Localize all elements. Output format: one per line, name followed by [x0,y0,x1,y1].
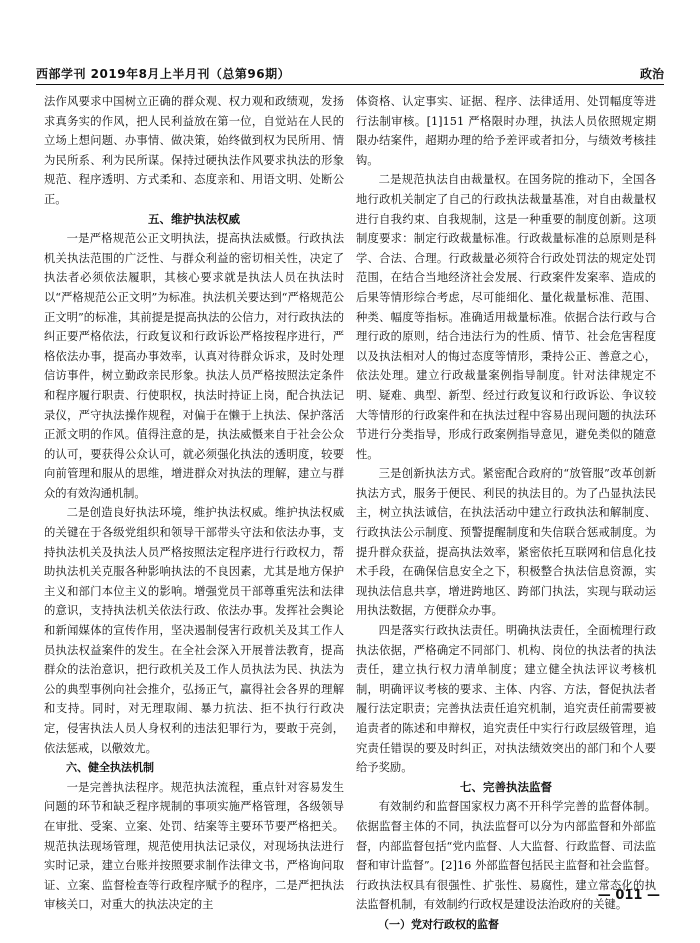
paragraph: 体资格、认定事实、证据、程序、法律适用、处罚幅度等进行法制审核。[1]151 严格限时办理，执法人员依照规定期限办结案件，超期办理的给予差评或者扣分，与绩效考核挂钩。 [356,95,656,167]
paragraph: 二是创造良好执法环境，维护执法权威。维护执法权威的关键在于各级党组织和领导干部带头守法和依法办事，支持执法机关及执法人员严格按照法定程序进行行政权力，帮助执法机关克服各种影响执法的不良因素，尤其是地方保护主义和部门本位主义的影响。增强党员干部尊重宪法和法律的意识，支持执法机关依法行政、依法办事。发挥社会舆论和新闻媒体的宣传作用，坚决遏制侵害行政机关及其工作人员执法权益案件的发生。在全社会深入开展普法教育，提高群众的法治意识，把行政机关及工作人员执法为民、执法为公的典型事例向社会推介，弘扬正气，赢得社会各界的理解和支持。同时，对无理取闹、暴力抗法、拒不执行行政决定，侵害执法人员人身权利的违法犯罪行为，要敢于亮剑，依法惩戒，以儆效尤。 [44,506,344,755]
section-heading: 七、完善执法监督 [460,779,552,794]
paragraph: 一是严格规范公正文明执法，提高执法威慑。行政执法机关执法范围的广泛性、与群众利益的密切相关性，决定了执法者必须依法履职，其核心要求就是执法人员在执法时以“严格规范公正文明”为标准。执法机关要达到“严格规范公正文明”的标准，其前提是提高执法的公信力，对行政执法的纠正要严格依法，行政复议和行政诉讼严格按程序进行，严格依法办事，提高办事效率，认真对待群众诉求，及时处理信访事件，树立勤政亲民形象。执法人员严格按照法定条件和程序履行职责、行使职权，执法时持证上岗，配合执法记录仪，严守执法操作规程，对偏于在懒于上执法、保护落活正派文明的作风。值得注意的是，执法威慑来自于社会公众的认可，要获得公众认可，就必须强化执法的透明度，较要向前管理和服从的思维，增进群众对执法的理解，建立与群众的有效沟通机制。 [44,232,344,500]
paragraph: 有效制约和监督国家权力离不开科学完善的监督体制。依据监督主体的不同，执法监督可以分为内部监督和外部监督，内部监督包括“党内监督、人大监督、行政监督、司法监督和审计监督”。[2]16 外部监督包括民主监督和社会监督。行政执法权具有很强性、扩张性、易腐性，建立常态化的执法监督机制，有效制约行政权是建设法治政府的关键。 [356,800,656,912]
section-label: 政治 [639,67,664,81]
section-heading: 五、维护执法权威 [148,211,240,226]
section-heading: （一）党对行政权的监督 [378,917,499,931]
journal-title: 西部学刊 2019年8月上半月刊（总第96期） [36,67,291,81]
paragraph: 二是规范执法自由裁量权。在国务院的推动下，全国各地行政机关制定了自己的行政执法裁量基准，对自由裁量权进行自我约束、自我规制，这是一种重要的制度创新。这项制度要求：制定行政裁量标准。行政裁量标准的总原则是科学、合法、合理。行政裁量必须符合行政处罚法的规定处罚范围，在结合当地经济社会发展、行政案件发案率、造成的后果等情形综合考虑，尽可能细化、量化裁量标准、范围、种类、幅度等指标。准确适用裁量标准。依据合法行政与合理行政的原则，结合违法行为的性质、情节、社会危害程度以及执法相对人的悔过态度等情形，秉持公正、善意之心，依法处理。建立行政裁量案例指导制度。针对法律规定不明、疑难、典型、新型、经过行政复议和行政诉讼、争议较大等情形的行政案件和在执法过程中容易出现问题的执法环节进行分类指导，形成行政案例指导意见，避免类似的随意性。 [356,173,656,461]
paragraph: 三是创新执法方式。紧密配合政府的“放管服”改革创新执法方式，服务于便民、利民的执法目的。为了凸显执法民主，树立执法诚信，在执法活动中建立行政执法和解制度、行政执法公示制度、预警提醒制度和失信联合惩戒制度。为提升群众获益，提高执法效率，紧密依托互联网和信息化技术手段，在确保信息安全之下，积极整合执法信息资源，实现执法信息共享，增进跨地区、跨部门执法，实现与联动运用执法数据，方便群众办事。 [356,467,656,618]
page-number: — 011 — [597,888,660,903]
page-header [36,58,664,85]
paragraph: 四是落实行政执法责任。明确执法责任，全面梳理行政执法依据，严格确定不同部门、机构、岗位的执法者的执法责任，建立执行权力清单制度；建立健全执法评议考核机制，明确评议考核的要求、主体、内容、方法，督促执法者履行法定职责；完善执法责任追究机制，追究责任前需要被追责者的陈述和申辩权，追究责任中实行行政层级管理，追究责任错误的要及时纠正，对执法绩效突出的部门和个人要给予奖励。 [356,624,656,775]
paragraph: 法作风要求中国树立正确的群众观、权力观和政绩观，发扬求真务实的作风，把人民利益放在第一位，自觉站在人民的立场上想问题、办事情、做决策，始终做到权为民所用、情为民所系、利为民所谋。保持过硬执法作风要求执法的形象规范、程序透明、方式柔和、态度亲和、用语文明、处断公正。 [44,95,344,206]
left-column [44,92,344,912]
section-heading: 六、健全执法机制 [66,761,154,775]
paragraph: 一是完善执法程序。规范执法流程，重点针对容易发生问题的环节和缺乏程序规制的事项实施严格管理，各级领导在审批、受案、立案、处罚、结案等主要环节要严格把关。规范执法现场管理，规范使用执法记录仪，对现场执法进行实时记录，建立台账并按照要求制作法律文书，严格询问取证、立案、监督检查等行政程序赋予的程序，二是严把执法审核关口，对重大的执法决定的主 [44,780,344,912]
